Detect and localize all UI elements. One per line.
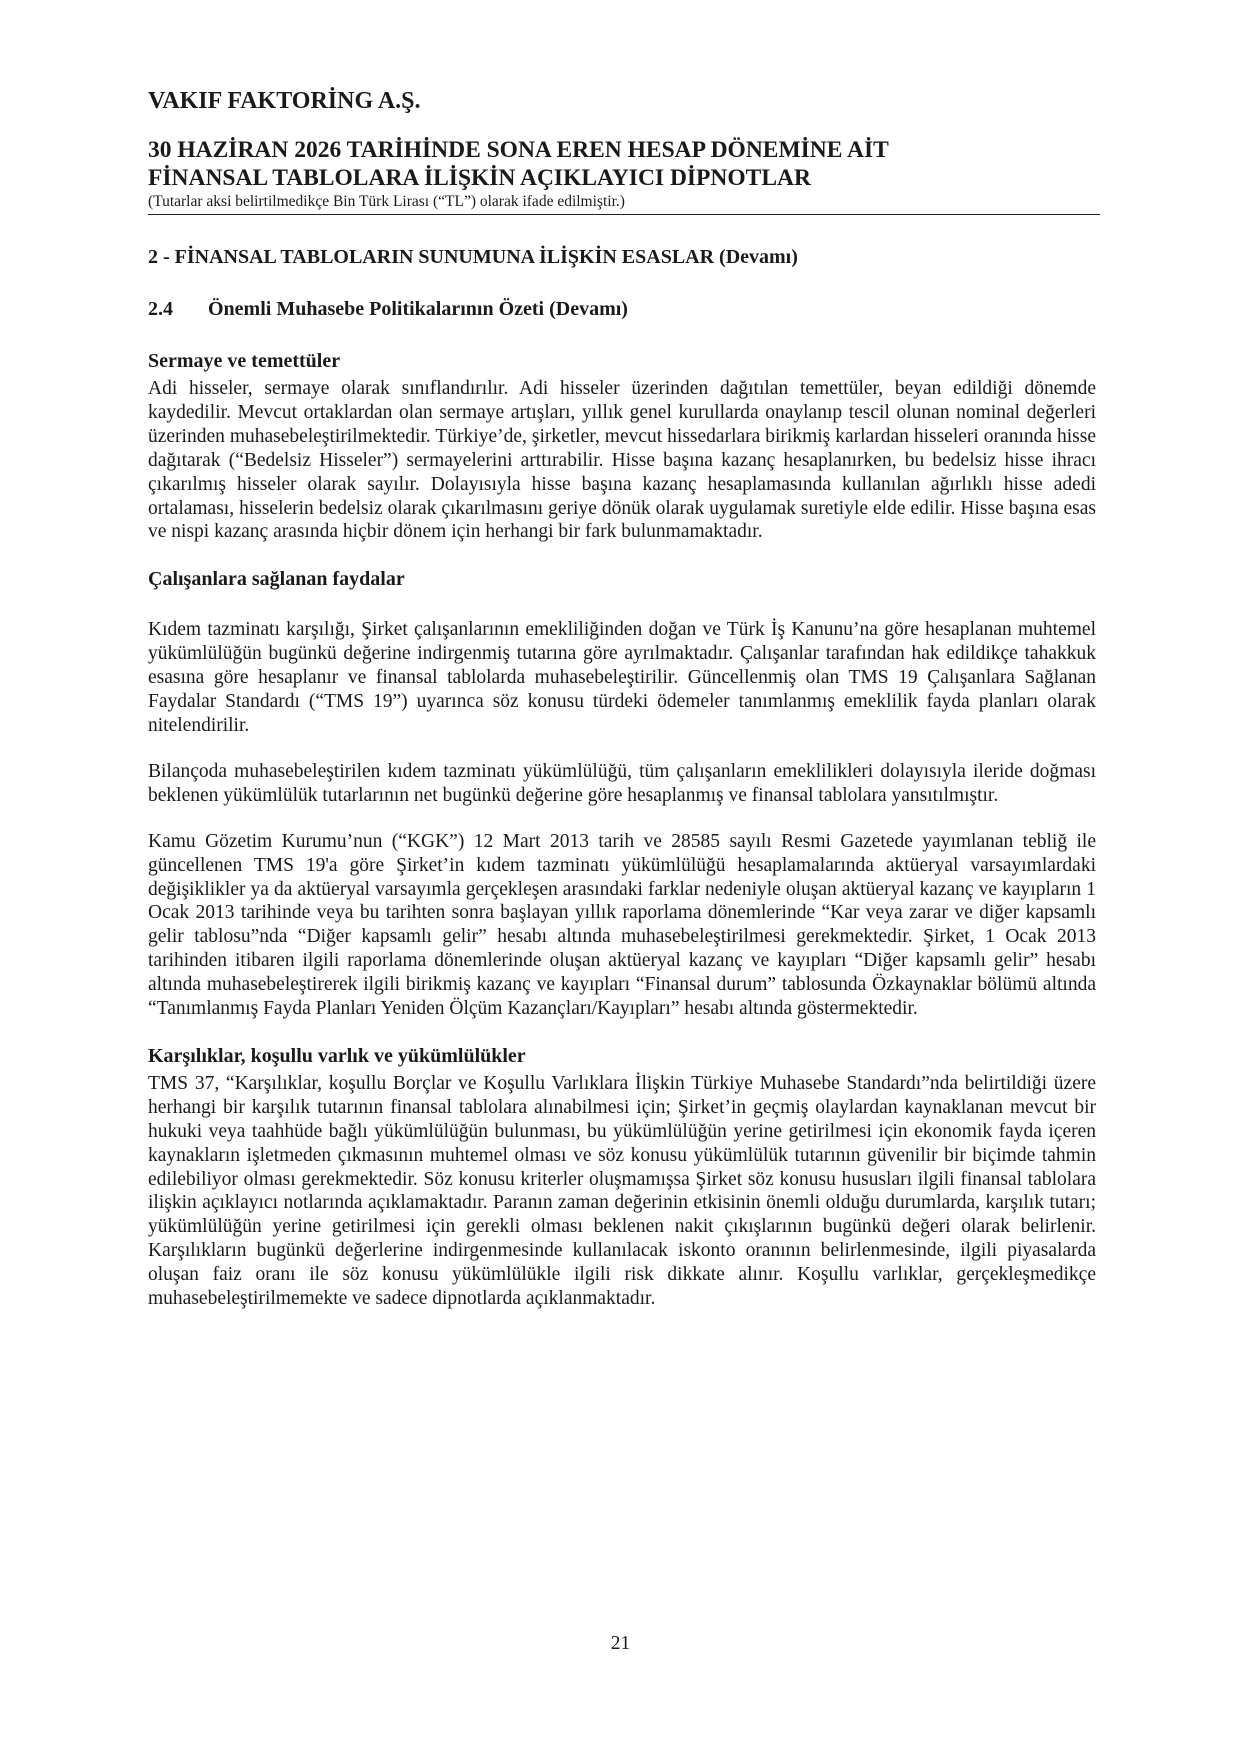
provisions-heading: Karşılıklar, koşullu varlık ve yükümlülükler [148, 1044, 526, 1067]
subsection-heading [148, 296, 1096, 322]
employee-benefits-paragraph-1: Kıdem tazminatı karşılığı, Şirket çalışanlarının emekliliğinden doğan ve Türk İş Kanunu’na göre hesaplanan muhtemel yükümlülüğün bugünkü değerine indirgenmiş tutarına göre ayrılmaktadır. Çalışanlar tarafından hak edildikçe tahakkuk esasına göre hesaplanır ve finansal tablolarda muhasebeleştirilir. Güncellenmiş olan TMS 19 Çalışanlara Sağlanan Faydalar Standardı (“TMS 19”) uyarınca söz konusu türdeki ödemeler tanımlanmış emeklilik fayda planları olarak nitelendirilir. [148, 619, 1096, 736]
currency-note: (Tutarlar aksi belirtilmedikçe Bin Türk Lirası (“TL”) olarak ifade edilmiştir.) [148, 193, 625, 210]
subsection-title: Önemli Muhasebe Politikalarının Özeti (Devamı) [208, 298, 628, 320]
document-page [148, 86, 1096, 1333]
subsection-number: 2.4 [148, 298, 173, 320]
capital-dividends-paragraph: Adi hisseler, sermaye olarak sınıflandırılır. Adi hisseler üzerinden dağıtılan temettüler, beyan edildiği dönemde kaydedilir. Mevcut ortaklardan olan sermaye artışları, yıllık genel kurullarda onaylanıp tescil olunan nominal değerleri üzerinden muhasebeleştirilmektedir. Türkiye’de, şirketler, mevcut hissedarlara birikmiş karlardan hisseleri oranında hisse dağıtarak (“Bedelsiz Hisseler”) sermayelerini arttırabilir. Hisse başına kazanç hesaplanırken, bu bedelsiz hisse ihracı çıkarılmış hisseler olarak sayılır. Dolayısıyla hisse başına kazanç hesaplamasında kullanılan ağırlıklı hisse adedi ortalaması, hisselerin bedelsiz olarak çıkarılmasını geriye dönük olarak uygulamak suretiyle elde edilir. Hisse başına esas ve nispi kazanç arasında hiçbir dönem için herhangi bir fark bulunmamaktadır. [148, 378, 1096, 543]
header-divider [148, 214, 1100, 215]
employee-benefits-paragraph-3: Kamu Gözetim Kurumu’nun (“KGK”) 12 Mart 2013 tarih ve 28585 sayılı Resmi Gazetede yayımlanan tebliğ ile güncellenen TMS 19'a göre Şirket’in kıdem tazminatı yükümlülüğü hesaplamalarında aktüeryal varsayımlardaki değişiklikler ya da aktüeryal varsayımla gerçekleşen arasındaki farklar nedeniyle oluşan aktüeryal kazanç ve kayıpların 1 Ocak 2013 tarihinde veya bu tarihten sonra başlayan yıllık raporlama dönemlerinde “Kar veya zarar ve diğer kapsamlı gelir tablosu”nda “Diğer kapsamlı gelir” hesabı altında muhasebeleştirilmesi gerekmektedir. Şirket, 1 Ocak 2013 tarihinden itibaren ilgili raporlama dönemlerinde oluşan aktüeryal kazanç ve kayıpları “Diğer kapsamlı gelir” hesabı altında muhasebeleştirerek ilgili birikmiş kazanç ve kayıpları “Finansal durum” tablosunda Özkaynaklar bölümü altında “Tanımlanmış Fayda Planları Yeniden Ölçüm Kazançları/Kayıpları” hesabı altında göstermektedir. [148, 830, 1096, 1020]
capital-dividends-heading: Sermaye ve temettüler [148, 350, 341, 372]
employee-benefits-heading: Çalışanlara sağlanan faydalar [148, 568, 405, 591]
document-title-line-2: FİNANSAL TABLOLARA İLİŞKİN AÇIKLAYICI DİPNOTLAR [148, 165, 811, 191]
section-heading: 2 - FİNANSAL TABLOLARIN SUNUMUNA İLİŞKİN ESASLAR (Devamı) [148, 246, 798, 268]
provisions-paragraph: TMS 37, “Karşılıklar, koşullu Borçlar ve Koşullu Varlıklara İlişkin Türkiye Muhasebe Standardı”nda belirtildiği üzere herhangi bir karşılık tutarının finansal tablolara alınabilmesi için; Şirket’in geçmiş olaylardan kaynaklanan mevcut bir hukuki veya taahhüde bağlı yükümlülüğün bulunması, bu yükümlülüğün yerine getirilmesi için ekonomik fayda içeren kaynakların işletmeden çıkmasının muhtemel olması ve söz konusu yükümlülük tutarının güvenilir bir biçimde tahmin edilebiliyor olması gerekmektedir. Söz konusu kriterler oluşmamışsa Şirket söz konusu hususları ilgili finansal tablolara ilişkin açıklayıcı notlarında açıklamaktadır. Paranın zaman değerinin etkisinin önemli olduğu durumlarda, karşılık tutarı; yükümlülüğün yerine getirilmesi için gerekli olması beklenen nakit çıkışlarının bugünkü değeri olarak belirlenir. Karşılıkların bugünkü değerlerine indirgenmesinde kullanılacak iskonto oranının belirlenmesinde, ilgili piyasalarda oluşan faiz oranı ile söz konusu yükümlülükle ilgili risk dikkate alınır. Koşullu varlıklar, gerçekleşmedikçe muhasebeleştirilmemekte ve sadece dipnotlarda açıklanmaktadır. [148, 1072, 1096, 1310]
employee-benefits-paragraph-2: Bilançoda muhasebeleştirilen kıdem tazminatı yükümlülüğü, tüm çalışanların emeklilikleri dolayısıyla ileride doğması beklenen yükümlülük tutarlarının net bugünkü değerine göre hesaplanmış ve finansal tablolara yansıtılmıştır. [148, 760, 1096, 806]
page-number: 21 [610, 1633, 631, 1654]
company-name: VAKIF FAKTORİNG A.Ş. [148, 88, 421, 114]
document-title-line-1: 30 HAZİRAN 2026 TARİHİNDE SONA EREN HESAP DÖNEMİNE AİT [148, 137, 889, 163]
